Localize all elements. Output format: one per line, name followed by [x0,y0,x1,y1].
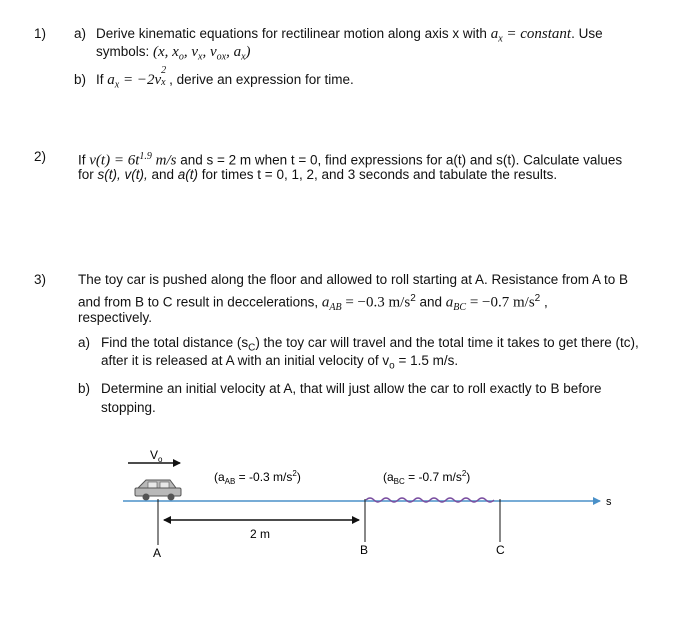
problem-3-number: 3) [34,272,47,287]
problem-3b-line2: stopping. [101,400,156,415]
problem-1a-line1: Derive kinematic equations for rectilinear motion along axis x with $a_x$ = constant. Use [96,26,603,45]
problem-2-line1: If $v(t) = 6t^{1.9}$ m/s and s = 2 m when t = 0, find expressions for a(t) and s(t). Calculate values [78,151,623,169]
problem-3b-label: b) [78,381,91,396]
problem-3-intro-line2: and from B to C result in deccelerations, $a_{AB} = -0.3$ $m/s^2$ and $a_{BC} = -0.7$ $m/s^2$ , [78,293,548,314]
problem-3b-line1: Determine an initial velocity at A, that will just allow the car to roll exactly to B before [101,381,602,396]
s-axis-label: s [606,496,612,508]
distance-label: 2 m [250,527,271,541]
problem-3-intro-line1: The toy car is pushed along the floor and allowed to roll starting at A. Resistance from A to B [78,272,629,287]
v0-label: $V_o$ [150,448,163,464]
problem-3a-label: a) [78,335,91,350]
problem-1b-label: b) [74,72,87,87]
problem-1-number: 1) [34,26,47,41]
problem-3-intro-line3: respectively. [78,310,153,325]
point-c-label: C [496,543,505,557]
problem-1a-label: a) [74,26,87,41]
toy-car-icon [135,480,181,501]
ab-acceleration-label: ($a_{AB} = -0.3$ $m/s^2$) [214,469,301,486]
point-a-label: A [153,546,162,560]
problem-2-line2: for s(t), v(t), and a(t) for times t = 0, 1, 2, and 3 seconds and tabulate the results. [78,167,558,182]
problem-3a-line1: Find the total distance $(s_C)$ the toy car will travel and the total time it takes to get there (tc), [101,335,639,354]
point-b-label: B [360,543,369,557]
bc-acceleration-label: ($a_{BC} = -0.7$ $m/s^2$) [383,469,471,486]
problem-1b-line: If $a_x = -2v$ 2 x , derive an expression for time. [96,65,354,91]
problem-1a-line2: symbols: (x, $x_o$, $v_x$, $v_{ox}$, $a_x$) [96,44,251,63]
problem-3a-line2: after it is released at A with an initial velocity of $v_o = 1.5$ m/s. [101,353,459,372]
problem-2-number: 2) [34,149,47,164]
